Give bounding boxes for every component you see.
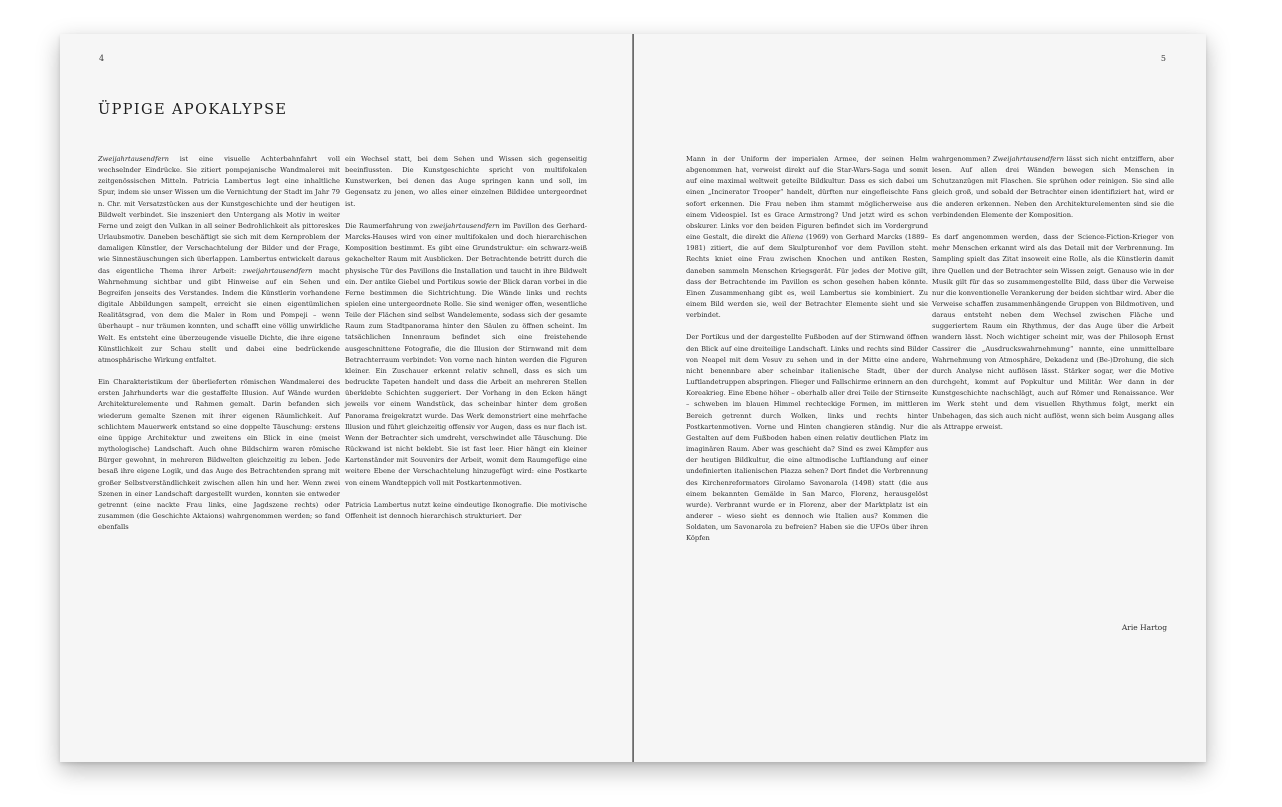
italic-title: zweijahrtausendfern — [242, 266, 313, 275]
italic-title: Zweijahrtausendfern — [98, 155, 169, 163]
text-column — [932, 154, 1174, 444]
article-title: ÜPPIGE APOKALYPSE — [98, 102, 288, 118]
page-number: 5 — [1160, 54, 1166, 63]
paragraph: Ein Charakteristikum der überlieferten römischen Wandmalerei des ersten Jahrhunderts war die gestaffelte Illusion. Auf Wände wurden Architekturelemente und Rahmen gemalt. Darin befanden sich wiederum gemalte Szenen mit ihrer eigenen Räumlichkeit. Auf schlichtem Mauerwerk entstand so eine doppelte Täuschung: erstens eine üppige Architektur und zweitens ein Blick in eine (meist mythologische) Landschaft. Auch ohne Bildschirm waren römische Bürger gewohnt, in mehreren Bildwelten gleichzeitig zu leben. Jede besaß ihre eigene Logik, und das Auge des Betrachtenden sprang mit großer Selbstverständlichkeit zwischen allen hin und her. Wenn zwei Szenen in einer Landschaft dargestellt wurden, konnten sie entweder getrennt (eine nackte Frau links, eine Jagdszene rechts) oder zusammen (die Geschichte Aktaions) wahrgenommen werden; so fand ebenfalls — [98, 378, 340, 532]
paragraph: Es darf angenommen werden, dass der Science-Fiction-Krieger von mehr Menschen erkannt wird als das Detail mit der Verbrennung. Im Sampling spielt das Zitat insoweit eine Rolle, als die Künstlerin damit ihre Quellen und der Betrachter sein Wissen zeigt. Genauso wie in der Musik gilt für das so zusammengestellte Bild, dass über die Verweise nur die konventionelle Verankerung der beiden sichtbar wird. Aber die Verweise schaffen zusammenhängende Gruppen von Bildmotiven, und daraus entsteht neben dem Wechsel zwischen Fläche und suggeriertem Raum ein Rhythmus, der das Auge über die Arbeit wandern lässt. Noch wichtiger scheint mir, was der Philosoph Ernst Cassirer die „Ausdruckswahrnehmung“ nannte, eine unmittelbare Wahrnehmung von Atmosphäre, Dekadenz und (Be-)Drohung, die sich durch Analyse nicht auflösen lässt. Stärker sogar, wer die Motive durchgeht, kommt auf Popkultur und Militär. Wer dann in der Kunstgeschichte nachschlägt, auch auf Römer und Renaissance. Wer im Werk steht und dem visuellen Rhythmus folgt, merkt ein Unbehagen, das sich auch nicht auflöst, wenn sich beim Ausgang alles als Attrappe erweist. — [932, 233, 1174, 431]
paragraph: Zweijahrtausendfern ist eine visuelle Achterbahnfahrt voll wechselnder Eindrücke. Sie zitiert pompejanische Wandmalerei mit zeitgenössischen Mitteln. Patricia Lambertus legt eine inhaltliche Spur, indem sie unser Wissen um die Vernichtung der Stadt im Jahr 79 n. Chr. mit Versatzstücken aus der Kunstgeschichte und der heutigen Bildwelt verbindet. Sie inszeniert den Untergang als Motiv in weiter Ferne und zeigt den Vulkan in all seiner Bedrohlichkeit als pittoreskes Urlaubsmotiv. Daneben beschäftigt sie sich mit dem Kernproblem der damaligen Künstler, der Verschachtelung der Bilder und der Frage, wie Sinnestäuschungen sich überlappen. Lambertus entwickelt daraus das eigentliche Thema ihrer Arbeit: zweijahrtausendfern macht Wahrnehmung sichtbar und gibt Hinweise auf ein Sehen und Begreifen jenseits des Verstandes. Indem die Künstlerin vorhandene digitale Abbildungen sampelt, erreicht sie einen eigentümlichen Realitätsgrad, von dem die Maler in Rom und Pompeji – wenn überhaupt – nur träumen konnten, und schafft eine völlig unwirkliche Welt. Es entsteht eine überzeugende visuelle Dichte, die ihre eigene Künstlichkeit zur Schau stellt und dabei eine bedrückende atmosphärische Wirkung entfaltet. — [98, 155, 340, 364]
text-column — [98, 154, 340, 544]
left-page — [60, 34, 633, 762]
page-number: 4 — [99, 54, 105, 63]
italic-title: Aliena — [781, 233, 804, 242]
paragraph: Patricia Lambertus nutzt keine eindeutige Ikonografie. Die motivische Offenheit ist dennoch hierarchisch strukturiert. Der — [345, 500, 587, 520]
paragraph: Mann in der Uniform der imperialen Armee, der seinen Helm abgenommen hat, verweist direkt auf die Star-Wars-Saga und somit auf eine maximal weltweit geteilte Bildkultur. Dass es sich dabei um einen „Incinerator Trooper“ handelt, dürften nur eingefleischte Fans sofort erkennen. Die Frau neben ihm stammt möglicherweise aus einem Videospiel. Ist es Grace Armstrong? Und jetzt wird es schon obskurer. Links vor den beiden Figuren befindet sich im Vordergrund eine Gestalt, die direkt die Aliena (1969) von Gerhard Marcks (1889–1981) zitiert, die auf dem Skulpturenhof vor dem Pavillon steht. Rechts kniet eine Frau zwischen Knochen und antiken Resten, daneben sammeln Menschen Kriegsgerät. Für jedes der Motive gilt, dass der Betrachtende im Pavillon es schon gesehen haben könnte. Einen Zusammenhang gibt es, weil Lambertus sie kombiniert. Zu einem Bild werden sie, weil der Betrachter Elemente sieht und sie verbindet. — [686, 155, 929, 320]
italic-title: Zweijahrtausendfern — [992, 155, 1064, 163]
paragraph: ein Wechsel statt, bei dem Sehen und Wissen sich gegenseitig beeinflussten. Die Kunstgeschichte spricht von multifokalen Kunstwerken, bei denen das Auge springen kann und soll, im Gegensatz zu jenen, wo alles einer einzelnen Bildidee untergeordnet ist. — [345, 155, 587, 208]
right-page — [634, 34, 1206, 762]
italic-title: zweijahrtausendfern — [429, 221, 500, 230]
text-column — [686, 154, 928, 556]
book-spread — [60, 34, 1206, 762]
text-column — [345, 154, 587, 533]
paragraph: wahrgenommen? Zweijahrtausendfern lässt sich nicht entziffern, aber lesen. Auf allen drei Wänden bewegen sich Menschen in Schutzanzügen mit Flaschen. Sie sprühen oder reinigen. Sie sind alle gleich groß, und sobald der Betrachter einen identifiziert hat, wird er die anderen erkennen. Neben den Architekturelementen sind sie die verbindenden Elemente der Komposition. — [932, 155, 1174, 219]
paragraph: Die Raumerfahrung von zweijahrtausendfern im Pavillon des Gerhard-Marcks-Hauses wird von einer multifokalen und doch hierarchischen Komposition bestimmt. Es gibt eine Grundstruktur: ein schwarz-weiß gekachelter Raum mit Ausblicken. Der Betrachtende betritt durch die physische Tür des Pavillons die Installation und taucht in ihre Bildwelt ein. Der antike Giebel und Portikus sowie der Blick daran vorbei in die Ferne bestimmen die Sichtrichtung. Die Wände links und rechts spielen eine untergeordnete Rolle. Sie sind weniger offen, wesentliche Teile der Flächen sind selbst Wandelemente, sodass sich der gesamte Raum zum Stadtpanorama hinter den Säulen zu öffnen scheint. Im tatsächlichen Innenraum befindet sich eine freistehende ausgeschnittene Fotografie, die die Illusion der Stirnwand mit dem Betrachterraum verbindet: Von vorne nach hinten werden die Figuren kleiner. Ein Zuschauer erkennt relativ schnell, dass es sich um bedruckte Tapeten handelt und dass die Arbeit an mehreren Stellen überklebte Schichten suggeriert. Der Vorhang in den Ecken hängt jeweils vor einem Wandstück, das scheinbar hinter dem großen Panorama freigekratzt wurde. Das Werk demonstriert eine mehrfache Illusion und führt gleichzeitig offensiv vor Augen, dass es nur flach ist. Wenn der Betrachter sich umdreht, verschwindet alle Täuschung. Die Rückwand ist nicht beklebt. Sie ist fast leer. Hier hängt ein kleiner Kartenständer mit Souvenirs der Arbeit, womit dem Raumgefüge eine weitere Ebene der Verschachtelung hinzugefügt wird: eine Postkarte von einem Wandteppich voll mit Postkartenmotiven. — [345, 221, 587, 487]
author-signature: Arie Hartog — [1121, 623, 1167, 632]
paragraph: Der Portikus und der dargestellte Fußboden auf der Stirnwand öffnen den Blick auf eine dreiteilige Landschaft. Links und rechts sind Bilder von Neapel mit dem Vesuv zu sehen und in der Mitte eine andere, nicht benennbare aber scheinbar italienische Stadt, über der Luftlandetruppen abspringen. Flieger und Fallschirme erinnern an den Koreakrieg. Eine Ebene höher – oberhalb aller drei Teile der Stirnseite – schweben im blauen Himmel rechteckige Formen, im mittleren Bereich getrennt durch Wolken, links und rechts hinter Postkartenmotiven. Vorne und Hinten changieren ständig. Nur die Gestalten auf dem Fußboden haben einen relativ deutlichen Platz im imaginären Raum. Aber was geschieht da? Sind es zwei Kämpfer aus der heutigen Bildkultur, die eine altmodische Luftlandung auf einer undefinierten italienischen Piazza sehen? Dort findet die Verbrennung des Kirchenreformators Girolamo Savonarola (1498) statt (die aus einem bekannten Gemälde in San Marco, Florenz, herausgelöst wurde). Verbrannt wurde er in Florenz, aber der Marktplatz ist ein anderer – wieso sieht es dennoch wie Italien aus? Kommen die Soldaten, um Savonarola zu befreien? Haben sie die UFOs über ihren Köpfen — [686, 333, 928, 543]
